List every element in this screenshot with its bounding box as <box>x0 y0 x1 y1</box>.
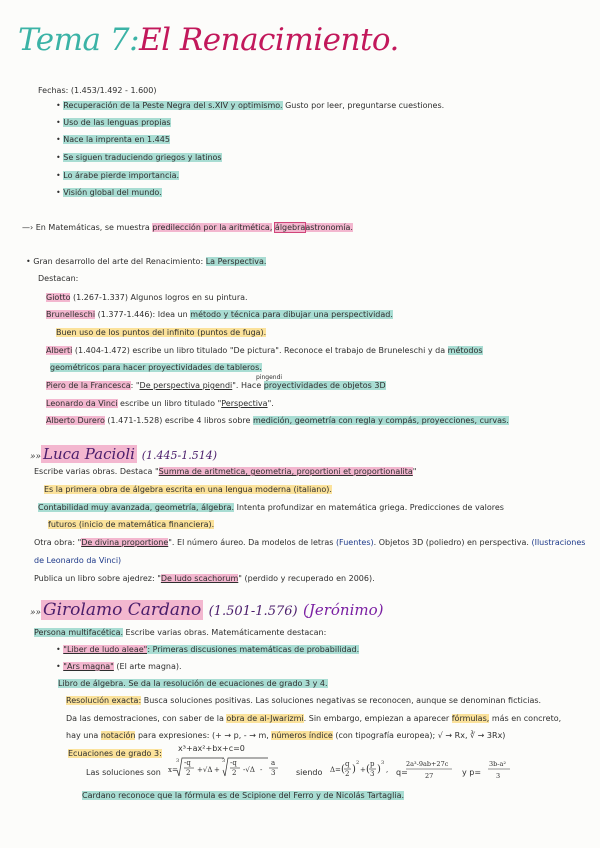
luca-heading <box>30 445 217 463</box>
delta-formula <box>330 752 400 788</box>
algebra-boxed: álgebra <box>274 223 306 232</box>
luca-line-7 <box>34 573 375 584</box>
leonardo-book: Perspectiva <box>221 399 268 408</box>
leonardo-text: escribe un libro titulado " <box>117 399 222 408</box>
piero-line <box>46 380 386 391</box>
cardano-line-1 <box>34 627 326 638</box>
piero-name: Piero de la Francesca <box>46 381 131 390</box>
bullet-4-highlight: Se siguen traduciendo griegos y latinos <box>63 153 222 162</box>
alberti-highlight-2: geométricos para hacer proyectividades de tableros. <box>50 363 262 372</box>
tartaglia-highlight: Cardano reconoce que la fórmula es de Scipione del Ferro y de Nicolás Tartaglia. <box>82 791 405 800</box>
mates-highlight: predilección por la aritmética, <box>152 223 273 232</box>
mates-text: —› En Matemáticas, se muestra <box>22 223 153 232</box>
bullet-1-rest: Gusto por leer, preguntarse cuestiones. <box>282 101 445 110</box>
svg-text:+√Δ: +√Δ <box>197 766 213 774</box>
svg-text:,: , <box>386 766 389 774</box>
title-part-2: El Renacimiento. <box>139 22 399 58</box>
svg-text:-q: -q <box>230 759 237 767</box>
brunelleschi-text: (1.377-1.446): Idea un <box>95 310 191 319</box>
leonardo-text-2: ". <box>267 399 274 408</box>
cardano-resolucion <box>66 695 541 706</box>
svg-text:q: q <box>345 760 350 768</box>
svg-text:3: 3 <box>496 772 501 780</box>
piero-text-2: ". Hace <box>232 381 264 390</box>
svg-text:a: a <box>271 759 276 767</box>
libro-algebra-highlight: Libro de álgebra. Se da la resolución de ecuaciones de grado 3 y 4. <box>58 679 328 688</box>
luca-line-5 <box>34 537 585 548</box>
financiera-highlight: futuros (inicio de matemática financiera). <box>48 520 215 529</box>
cardano-formula <box>168 752 288 788</box>
svg-text:+: + <box>214 766 220 774</box>
durero-highlight: medición, geometría con regla y compás, proyecciones, curvas. <box>253 416 509 425</box>
svg-text:3: 3 <box>381 760 385 766</box>
alberti-line <box>46 345 483 356</box>
hay-text-3: (con tipografía europea); √ → Rx, ∛ → 3Rx) <box>332 731 506 740</box>
liber-ludo-aleae: "Liber de ludo aleae" <box>63 645 148 654</box>
mates-astronomia: astronomía. <box>305 223 353 232</box>
luca-line-4 <box>48 519 214 530</box>
luca-line-6 <box>34 555 121 566</box>
svg-text:(: ( <box>341 764 345 775</box>
cardano-bullet-1: • "Liber de ludo aleae": Primeras discusiones matemáticas de probabilidad. <box>56 645 360 654</box>
bullet-4 <box>56 152 222 163</box>
bullet-2 <box>56 117 171 128</box>
bullet-marker: • <box>56 101 64 110</box>
luca-name: Luca Pacioli <box>43 445 135 463</box>
resolucion-highlight: Resolución exacta: <box>66 696 142 705</box>
brunelleschi-name: Brunelleschi <box>46 310 96 319</box>
piero-text: : " <box>130 381 140 390</box>
svg-text:-: - <box>260 766 263 774</box>
primera-obra-highlight: Es la primera obra de álgebra escrita en una lengua moderna (italiano). <box>44 485 332 494</box>
cardano-final <box>82 790 404 801</box>
cardano-dates: (1.501-1.576) <box>208 604 298 619</box>
siendo-label: siendo <box>296 768 323 777</box>
svg-text:2: 2 <box>186 769 191 777</box>
jeronimo-name: (Jerónimo) <box>302 601 384 619</box>
bullet-1 <box>56 100 444 111</box>
bullet-3 <box>56 134 170 145</box>
giotto-text: (1.267-1.337) Algunos logros en su pintura. <box>70 293 248 302</box>
luca-text-7b: " (perdido y recuperado en 2006). <box>238 574 375 583</box>
dem-text: Da las demostraciones, con saber de la <box>66 714 227 723</box>
bullet-2-highlight: Uso de las lenguas propias <box>63 118 171 127</box>
svg-text:Δ=: Δ= <box>330 766 341 774</box>
svg-text:): ) <box>352 764 356 775</box>
indices-highlight: números índice <box>271 731 333 740</box>
bullet-marker: • <box>56 171 64 180</box>
svg-text:-q: -q <box>184 759 191 767</box>
svg-text:2: 2 <box>356 760 360 766</box>
multifacetica-highlight: Persona multifacética. <box>34 628 124 637</box>
svg-text:3: 3 <box>176 758 180 764</box>
ludo-scachorum: De ludo scachorum <box>160 574 239 583</box>
pingendi-correction: pingendi <box>256 374 283 381</box>
hay-text-2: para expresiones: (+ → p, - → m, <box>135 731 272 740</box>
leonardo-note: de Leonardo da Vinci) <box>34 556 122 565</box>
bullet-1-highlight: Recuperación de la Peste Negra del s.XIV y optimismo. <box>63 101 283 110</box>
q-label: q= <box>396 768 408 777</box>
fechas-line: Fechas: (1.453/1.492 - 1.600) <box>38 86 157 95</box>
svg-text:2: 2 <box>345 770 350 778</box>
luca-dates: (1.445-1.514) <box>141 449 217 462</box>
bullet-marker: • <box>56 118 64 127</box>
svg-text:x=: x= <box>168 766 178 774</box>
svg-text:-√Δ: -√Δ <box>243 766 255 774</box>
giotto-name: Giotto <box>46 293 71 302</box>
luca-line-3 <box>38 502 504 513</box>
bullet-5-highlight: Lo árabe pierde importancia. <box>63 171 180 180</box>
cardano-libro <box>58 678 328 689</box>
cardano-notacion <box>66 730 505 741</box>
luca-text-5b: ". El número áureo. Da modelos de letras <box>168 538 336 547</box>
cubic-equation: x³+ax²+bx+c=0 <box>178 744 245 753</box>
svg-text:3: 3 <box>222 758 226 764</box>
svg-text:(: ( <box>366 764 370 775</box>
formulas-highlight: fórmulas, <box>451 714 490 723</box>
piero-book: De perspectiva pigendi <box>139 381 233 390</box>
bullet-marker: • <box>56 153 64 162</box>
brunelleschi-highlight: método y técnica para dibujar una perspectividad. <box>190 310 393 319</box>
cardano-demostraciones <box>66 713 561 724</box>
brunelleschi-line-2 <box>56 327 266 338</box>
svg-text:+: + <box>360 766 366 774</box>
ars-magna: "Ars magna" <box>63 662 114 671</box>
luca-quote: " <box>412 467 417 476</box>
svg-text:): ) <box>377 764 381 775</box>
fuentes-note: (Fuentes) <box>335 538 374 547</box>
ilustraciones-note: (Ilustraciones <box>531 538 586 547</box>
puntos-fuga-highlight: Buen uso de los puntos del infinito (puntos de fuga). <box>56 328 267 337</box>
title-part-1: Tema 7: <box>18 22 140 58</box>
arte-heading-text: • Gran desarrollo del arte del Renacimiento: <box>26 257 206 266</box>
alberti-text: (1.404-1.472) escribe un libro titulado "De pictura". Reconoce el trabajo de Bruneleschi y da <box>72 346 448 355</box>
svg-text:3: 3 <box>370 770 375 778</box>
probabilidad-highlight: : Primeras discusiones matemáticas de probabilidad. <box>147 645 360 654</box>
notacion-highlight: notación <box>100 731 136 740</box>
luca-line-2 <box>44 484 332 495</box>
svg-text:27: 27 <box>425 772 434 780</box>
bullet-3-highlight: Nace la imprenta en 1.445 <box>63 135 170 144</box>
ecuaciones-highlight: Ecuaciones de grado 3: <box>68 749 162 758</box>
piero-highlight: proyectividades de objetos 3D <box>263 381 386 390</box>
arte-heading <box>26 256 266 267</box>
divina-proportione: De divina proportione <box>81 538 169 547</box>
p-formula <box>488 756 518 786</box>
giotto-line <box>46 292 248 303</box>
luca-text-3: Intenta profundizar en matemática griega. Predicciones de valores <box>234 503 504 512</box>
p-label: y p= <box>462 768 482 777</box>
hay-text: hay una <box>66 731 101 740</box>
durero-line <box>46 415 509 426</box>
arte-magna-text: (El arte magna). <box>113 662 182 671</box>
luca-text-5: Otra obra: " <box>34 538 82 547</box>
perspectiva-highlight: La Perspectiva. <box>205 257 267 266</box>
luca-text: Escribe varias obras. Destaca " <box>34 467 159 476</box>
destacan-label: Destacan: <box>38 274 79 283</box>
cardano-text-1: Escribe varias obras. Matemáticamente destacan: <box>123 628 327 637</box>
alberti-line-2 <box>50 362 262 373</box>
mates-line <box>22 222 353 233</box>
luca-text-5c: . Objetos 3D (poliedro) en perspectiva. <box>373 538 532 547</box>
resolucion-text: Busca soluciones positivas. Las soluciones negativas se reconocen, aunque se denominan ficticias. <box>141 696 542 705</box>
durero-text: (1.471-1.528) escribe 4 libros sobre <box>104 416 253 425</box>
cardano-name: Girolamo Cardano <box>43 600 202 620</box>
bullet-6-highlight: Visión global del mundo. <box>63 188 162 197</box>
dem-text-2: . Sin embargo, empiezan a aparecer <box>303 714 452 723</box>
bullet-6 <box>56 187 162 198</box>
page-title <box>18 22 399 58</box>
soluciones-label: Las soluciones son <box>86 768 161 777</box>
svg-text:3b-a²: 3b-a² <box>489 760 506 768</box>
alberti-name: Alberti <box>46 346 73 355</box>
durero-name: Alberto Durero <box>46 416 105 425</box>
leonardo-name: Leonardo da Vinci <box>46 399 118 408</box>
dem-text-3: más en concreto, <box>489 714 562 723</box>
q-formula <box>406 756 456 786</box>
jwarizmi-highlight: obra de al-Jwarizmi <box>226 714 304 723</box>
svg-text:2a³-9ab+27c: 2a³-9ab+27c <box>406 760 449 768</box>
cardano-bullet-2: • "Ars magna" (El arte magna). <box>56 662 182 671</box>
svg-text:2: 2 <box>232 769 237 777</box>
luca-text-7: Publica un libro sobre ajedrez: " <box>34 574 161 583</box>
alberti-highlight: métodos <box>447 346 483 355</box>
heading-arrow: »» <box>30 452 42 462</box>
bullet-marker: • <box>56 188 64 197</box>
svg-text:p: p <box>370 760 375 768</box>
bullet-marker: • <box>56 135 64 144</box>
svg-text:3: 3 <box>271 769 276 777</box>
bullet-5 <box>56 170 179 181</box>
cardano-heading <box>30 600 384 620</box>
brunelleschi-line <box>46 309 393 320</box>
leonardo-line <box>46 398 274 409</box>
summa-title: Summa de aritmetica, geometria, proportioni et proportionalita <box>158 467 413 476</box>
luca-line-1 <box>34 466 416 477</box>
heading-arrow: »» <box>30 608 42 618</box>
contabilidad-highlight: Contabilidad muy avanzada, geometría, álgebra. <box>38 503 235 512</box>
cardano-ecuaciones <box>68 748 162 759</box>
